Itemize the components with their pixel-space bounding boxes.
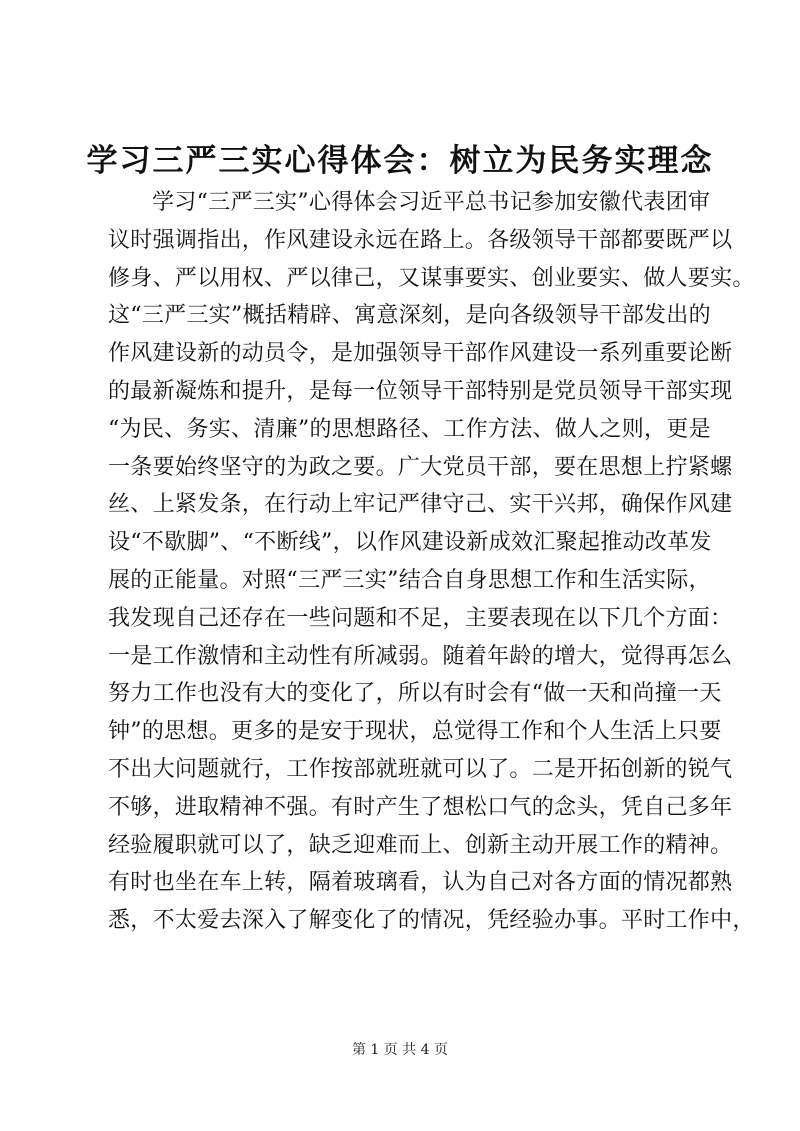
body-line: 作风建设新的动员令，是加强领导干部作风建设一系列重要论断 bbox=[108, 341, 733, 367]
body-line: 经验履职就可以了，缺乏迎难而上、创新主动开展工作的精神。 bbox=[108, 832, 733, 858]
body-line: 的最新凝炼和提升，是每一位领导干部特别是党员领导干部实现 bbox=[108, 378, 733, 404]
body-line: 展的正能量。对照“三严三实”结合自身思想工作和生活实际， bbox=[108, 567, 711, 593]
body-line: 钟”的思想。更多的是安于现状，总觉得工作和个人生活上只要 bbox=[108, 719, 722, 745]
body-line: 这“三严三实”概括精辟、寓意深刻，是向各级领导干部发出的 bbox=[108, 303, 711, 329]
body-line: 设“不歇脚”、“不断线”，以作风建设新成效汇聚起推动改革发 bbox=[108, 530, 712, 556]
body-line: 一是工作激情和主动性有所减弱。随着年龄的增大，觉得再怎么 bbox=[108, 643, 733, 669]
body-line: 修身、严以用权、严以律己，又谋事要实、创业要实、做人要实。 bbox=[108, 265, 755, 291]
document-title: 学习三严三实心得体会：树立为民务实理念 bbox=[86, 143, 714, 179]
body-line: 丝、上紧发条，在行动上牢记严律守己、实干兴邦，确保作风建 bbox=[108, 492, 733, 518]
body-line: 努力工作也没有大的变化了，所以有时会有“做一天和尚撞一天 bbox=[108, 681, 722, 707]
body-line: 议时强调指出，作风建设永远在路上。各级领导干部都要既严以 bbox=[108, 227, 733, 253]
body-line: “为民、务实、清廉”的思想路径、工作方法、做人之则，更是 bbox=[108, 416, 711, 442]
page-footer: 第 1 页 共 4 页 bbox=[351, 1042, 449, 1058]
document-body bbox=[108, 184, 755, 940]
body-line: 不够，进取精神不强。有时产生了想松口气的念头，凭自己多年 bbox=[108, 794, 733, 820]
body-line: 有时也坐在车上转，隔着玻璃看，认为自己对各方面的情况都熟 bbox=[108, 870, 733, 896]
body-line: 不出大问题就行，工作按部就班就可以了。二是开拓创新的锐气 bbox=[108, 756, 733, 782]
body-line: 学习“三严三实”心得体会习近平总书记参加安徽代表团审 bbox=[152, 190, 711, 215]
body-line: 我发现自己还存在一些问题和不足，主要表现在以下几个方面： bbox=[108, 605, 733, 631]
body-line: 悉，不太爱去深入了解变化了的情况，凭经验办事。平时工作中， bbox=[108, 908, 755, 934]
body-line: 一条要始终坚守的为政之要。广大党员干部，要在思想上拧紧螺 bbox=[108, 454, 733, 480]
